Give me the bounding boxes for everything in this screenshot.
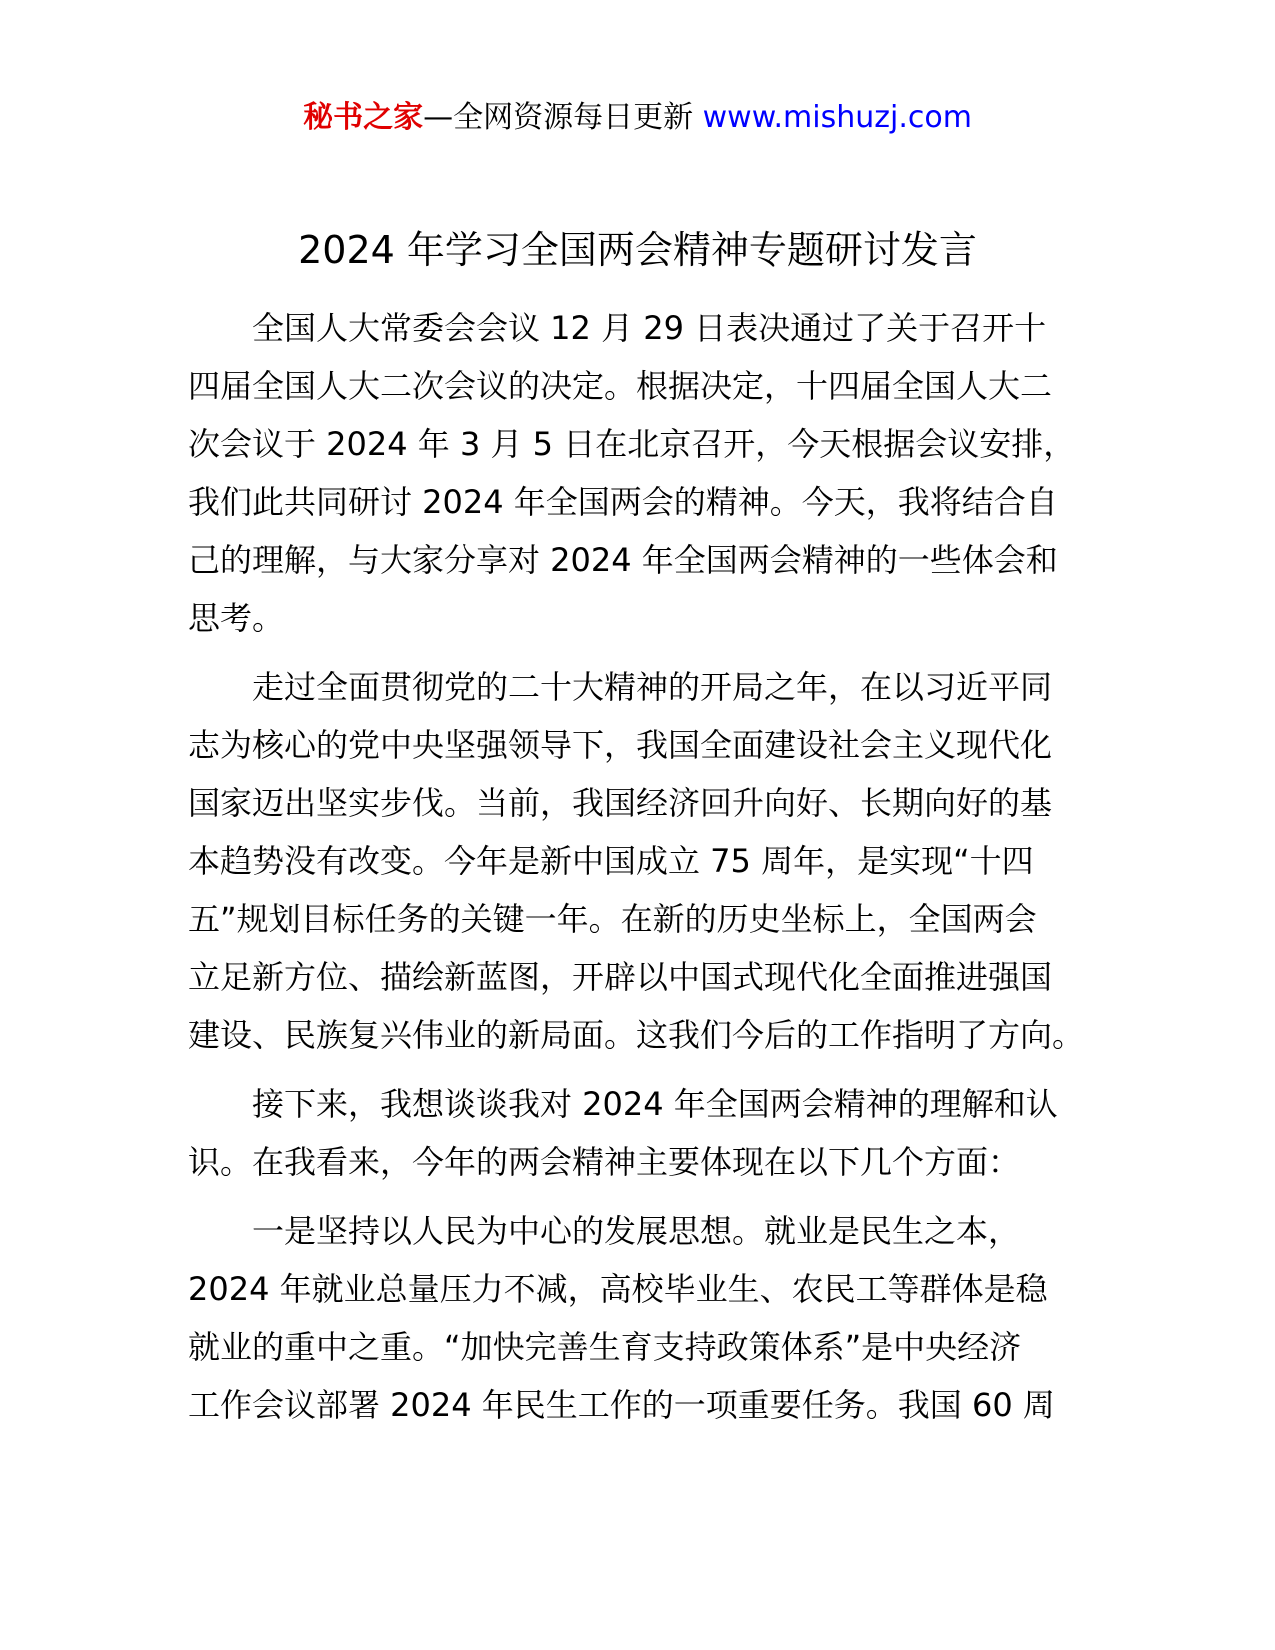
paragraph-line: 就业的重中之重。“加快完善生育支持政策体系”是中央经济 — [188, 1328, 1022, 1366]
paragraph — [188, 1202, 1088, 1434]
paragraph-line: 我们此共同研讨 2024 年全国两会的精神。今天，我将结合自 — [188, 483, 1058, 521]
paragraph-line: 次会议于 2024 年 3 月 5 日在北京召开，今天根据会议安排， — [188, 425, 1076, 463]
paragraph-line: 本趋势没有改变。今年是新中国成立 75 周年，是实现“十四 — [188, 842, 1034, 880]
paragraph-line: 建设、民族复兴伟业的新局面。这我们今后的工作指明了方向。 — [188, 1016, 1085, 1054]
paragraph-line: 工作会议部署 2024 年民生工作的一项重要任务。我国 60 周 — [188, 1386, 1055, 1424]
paragraph-line: 思考。 — [188, 599, 285, 637]
site-brand: 秘书之家 — [303, 100, 424, 135]
paragraph-line: 识。在我看来，今年的两会精神主要体现在以下几个方面： — [188, 1143, 1021, 1181]
site-header — [0, 98, 1275, 138]
paragraph-line: 走过全面贯彻党的二十大精神的开局之年，在以习近平同 — [252, 668, 1053, 706]
paragraph-line: 己的理解，与大家分享对 2024 年全国两会精神的一些体会和 — [188, 541, 1058, 579]
document-body — [188, 299, 1088, 1445]
paragraph-line: 立足新方位、描绘新蓝图，开辟以中国式现代化全面推进强国 — [188, 958, 1053, 996]
paragraph-line: 2024 年就业总量压力不减，高校毕业生、农民工等群体是稳 — [188, 1270, 1048, 1308]
paragraph-line: 五”规划目标任务的关键一年。在新的历史坐标上，全国两会 — [188, 900, 1037, 938]
paragraph-line: 全国人大常委会会议 12 月 29 日表决通过了关于召开十 — [252, 309, 1047, 347]
paragraph-line: 四届全国人大二次会议的决定。根据决定，十四届全国人大二 — [188, 367, 1053, 405]
paragraph-line: 志为核心的党中央坚强领导下，我国全面建设社会主义现代化 — [188, 726, 1053, 764]
paragraph — [188, 658, 1088, 1064]
paragraph-line: 一是坚持以人民为中心的发展思想。就业是民生之本， — [252, 1212, 1021, 1250]
paragraph — [188, 1075, 1088, 1191]
paragraph-line: 国家迈出坚实步伐。当前，我国经济回升向好、长期向好的基 — [188, 784, 1053, 822]
site-url-link[interactable]: www.mishuzj.com — [702, 100, 972, 135]
paragraph — [188, 299, 1088, 647]
paragraph-line: 接下来，我想谈谈我对 2024 年全国两会精神的理解和认 — [252, 1085, 1058, 1123]
site-tagline: —全网资源每日更新 — [423, 100, 703, 135]
document-title: 2024 年学习全国两会精神专题研讨发言 — [298, 228, 977, 272]
